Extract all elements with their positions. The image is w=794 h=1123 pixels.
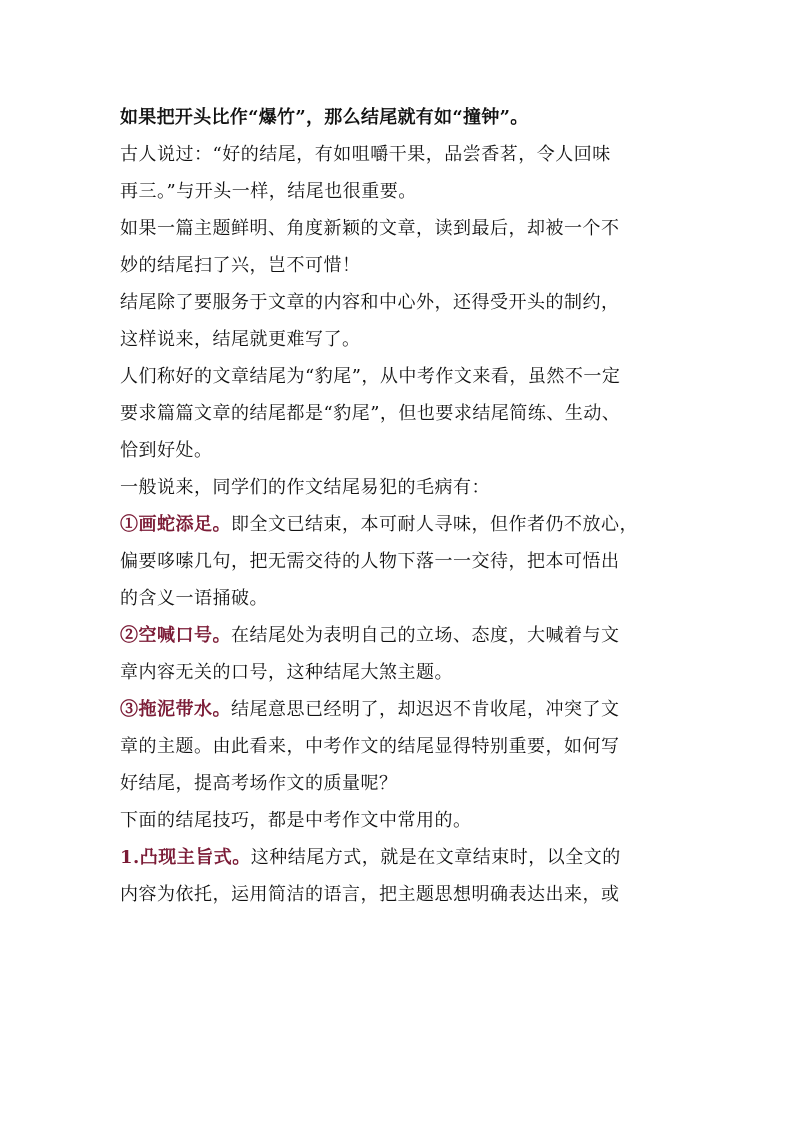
paragraph-line: 好结尾，提高考场作文的质量呢？ xyxy=(120,773,398,794)
paragraph-line: 偏要哆嗦几句，把无需交待的人物下落一一交待，把本可悟出 xyxy=(120,551,620,572)
paragraph-line: 古人说过：“好的结尾，有如咀嚼干果，品尝香茗，令人回味 xyxy=(120,144,611,165)
fault-item-3 xyxy=(120,691,700,728)
technique-heading: 1.凸现主旨式。 xyxy=(120,847,251,868)
fault-text: 在结尾处为表明自己的立场、态度，大喊着与文 xyxy=(231,625,620,646)
technique-text: 这种结尾方式，就是在文章结束时，以全文的 xyxy=(250,847,621,868)
fault-heading: ①画蛇添足。 xyxy=(120,514,231,535)
paragraph-line: 一般说来，同学们的作文结尾易犯的毛病有： xyxy=(120,477,490,498)
paragraph-line: 人们称好的文章结尾为“豹尾”，从中考作文来看，虽然不一定 xyxy=(120,366,621,387)
fault-text: 结尾意思已经明了，却迟迟不肯收尾，冲突了文 xyxy=(231,699,620,720)
paragraph-line: 如果一篇主题鲜明、角度新颖的文章，读到最后，却被一个不 xyxy=(120,218,620,239)
technique-item-1 xyxy=(120,839,700,876)
paragraph-line: 章内容无关的口号，这种结尾大煞主题。 xyxy=(120,662,453,683)
paragraph-line: 章的主题。由此看来，中考作文的结尾显得特别重要，如何写 xyxy=(120,736,620,757)
paragraph-line: 内容为依托，运用简洁的语言，把主题思想明确表达出来，或 xyxy=(120,884,620,905)
fault-heading: ②空喊口号。 xyxy=(120,625,231,646)
paragraph-line: 妙的结尾扫了兴，岂不可惜！ xyxy=(120,255,361,276)
document-body xyxy=(120,99,700,913)
fault-item-1 xyxy=(120,506,700,543)
paragraph-line: 结尾除了要服务于文章的内容和中心外，还得受开头的制约， xyxy=(120,292,620,313)
paragraph-line: 恰到好处。 xyxy=(120,440,213,461)
paragraph-line: 的含义一语捅破。 xyxy=(120,588,268,609)
paragraph-line: 下面的结尾技巧，都是中考作文中常用的。 xyxy=(120,810,472,831)
paragraph-line: 要求篇篇文章的结尾都是“豹尾”，但也要求结尾简练、生动、 xyxy=(120,403,621,424)
fault-text: 即全文已结束，本可耐人寻味，但作者仍不放心， xyxy=(231,514,638,535)
fault-heading: ③拖泥带水。 xyxy=(120,699,231,720)
fault-item-2 xyxy=(120,617,700,654)
paragraph-line: 这样说来，结尾就更难写了。 xyxy=(120,329,361,350)
document-title: 如果把开头比作“爆竹”，那么结尾就有如“撞钟”。 xyxy=(120,107,529,128)
paragraph-line: 再三。”与开头一样，结尾也很重要。 xyxy=(120,181,417,202)
